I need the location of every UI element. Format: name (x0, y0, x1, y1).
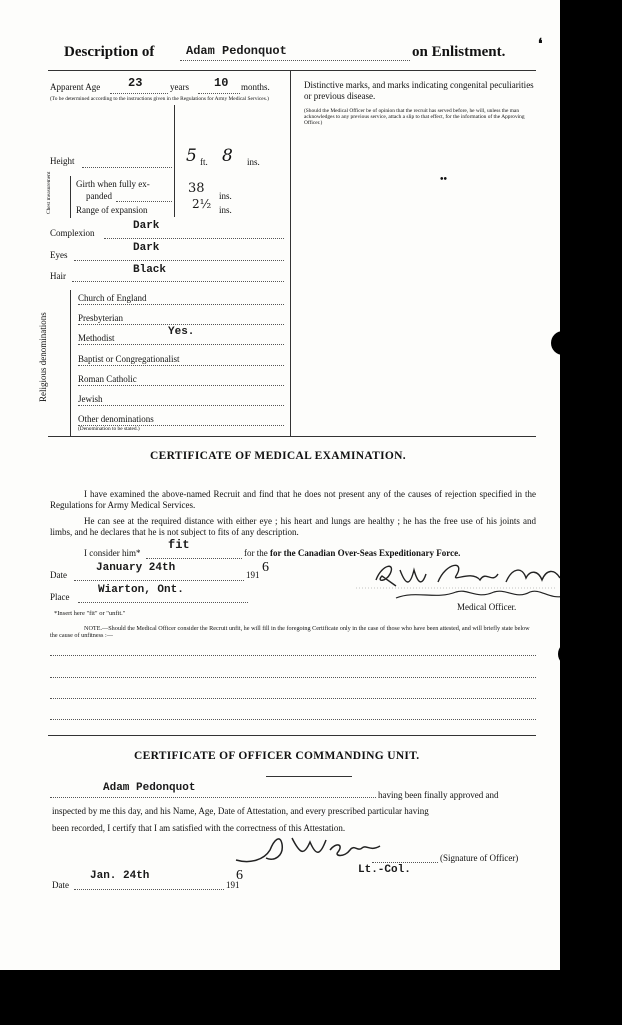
distinctive-note: (Should the Medical Officer be of opinion that the recruit has served before, he will, unless the man acknowledges to any previous service, attach a slip to that effect, for the information of the Approving Officer.) (304, 108, 525, 126)
height-feet: 5 (186, 146, 197, 166)
religion-item-label: Church of England (78, 293, 147, 303)
medical-officer-signature (356, 556, 560, 606)
girth-label-2: panded (86, 191, 112, 201)
insert-note: *Insert here "fit" or "unfit." (54, 610, 126, 617)
commanding-date-value: Jan. 24th (90, 870, 150, 882)
commanding-year-prefix: 191 (226, 880, 240, 890)
religion-item-line (78, 304, 284, 305)
commanding-name: Adam Pedonquot (103, 782, 196, 794)
force-name: for the Canadian Over-Seas Expeditionary Force. (270, 548, 461, 558)
for-label: for the for the Canadian Over-Seas Expeditionary Force. (244, 548, 461, 558)
consider-label: I consider him* (84, 548, 141, 558)
religion-item-label: Baptist or Congregationalist (78, 354, 180, 364)
complexion-label: Complexion (50, 228, 95, 238)
unfit-note: NOTE.—Should the Medical Officer consider the Recruit unfit, he will fill in the foregoing Certificate only in the case of those who have been attested, and will briefly state below the cause of unfitness :— (50, 625, 530, 639)
chest-side-label: Chest measurement (46, 171, 52, 214)
age-years-label: years (170, 82, 189, 92)
commanding-text-1: having been finally approved and (378, 790, 499, 800)
religion-item-label: Presbyterian (78, 313, 123, 323)
complexion-value: Dark (133, 220, 160, 232)
age-months: 10 (214, 76, 229, 90)
medical-heading: CERTIFICATE OF MEDICAL EXAMINATION. (150, 450, 406, 462)
title-suffix: on Enlistment. (412, 44, 506, 60)
commanding-text-3: been recorded, I certify that I am satisfied with the correctness of this Attestation. (52, 823, 346, 833)
hair-label: Hair (50, 271, 66, 281)
height-ins-label: ins. (247, 157, 260, 167)
consider-value: fit (168, 538, 190, 552)
religion-item-line (78, 365, 284, 366)
age-years: 23 (128, 76, 143, 90)
religion-item-label: Methodist (78, 333, 115, 343)
punch-hole-upper (551, 331, 575, 355)
girth-label-1: Girth when fully ex- (76, 179, 150, 189)
girth-ins: ins. (219, 191, 232, 201)
commanding-date-label: Date (52, 880, 69, 890)
section-rule-1 (48, 436, 536, 437)
medical-para-1: I have examined the above-named Recruit and find that he does not present any of the causes of rejection specified in the Regulations for Army Medical Services. (50, 489, 536, 510)
column-divider (290, 70, 291, 436)
religion-item-line (78, 324, 284, 325)
religion-footnote: (Denomination to be stated.) (78, 426, 140, 432)
officer-rank: Lt.-Col. (358, 864, 411, 876)
medical-para-2: He can see at the required distance with either eye ; his heart and lungs are healthy ; he has the free use of his joints and limbs, and he declares that he is not subject to fits of any description. (50, 516, 536, 537)
height-inches: 8 (222, 146, 233, 166)
religion-item-label: Roman Catholic (78, 374, 137, 384)
religion-item-line (78, 385, 284, 386)
place-label: Place (50, 592, 70, 602)
place-value: Wiarton, Ont. (98, 584, 184, 596)
girth-value: 38 (188, 181, 205, 196)
religion-item-label: Other denominations (78, 414, 154, 424)
religion-item-line (78, 344, 284, 345)
age-label: Apparent Age (50, 82, 101, 92)
medical-date-label: Date (50, 570, 67, 580)
religion-item-label: Jewish (78, 394, 103, 404)
medical-date-value: January 24th (96, 562, 176, 574)
expansion-ins: ins. (219, 205, 232, 215)
recruit-name: Adam Pedonquot (186, 44, 287, 58)
title-prefix: Description of (64, 44, 155, 60)
heading-underline (266, 776, 352, 777)
age-months-label: months. (241, 82, 270, 92)
ink-mark: •• (440, 174, 448, 185)
officer-signature-label: (Signature of Officer) (440, 853, 519, 863)
expansion-value: 2½ (192, 197, 212, 211)
medical-year-suffix: 6 (262, 560, 269, 575)
medical-year-prefix: 191 (246, 570, 260, 580)
commanding-year-suffix: 6 (236, 868, 243, 883)
eyes-label: Eyes (50, 250, 68, 260)
hair-value: Black (133, 264, 167, 276)
eyes-value: Dark (133, 242, 160, 254)
religion-item-line (78, 405, 284, 406)
chest-divider (70, 176, 71, 218)
measure-divider (174, 105, 175, 217)
commanding-text-2: inspected by me this day, and his Name, Age, Date of Attestation, and every prescribed particular having (52, 806, 429, 816)
religion-divider (70, 290, 71, 436)
age-note: (To be determined according to the instructions given in the Regulations for Army Medical Services.) (50, 96, 269, 102)
height-label: Height (50, 156, 75, 166)
height-ft-label: ft. (200, 157, 208, 167)
distinctive-heading: Distinctive marks, and marks indicating congenital peculiarities or previous disease. (304, 80, 534, 101)
medical-officer-label: Medical Officer. (457, 602, 517, 612)
expansion-label: Range of expansion (76, 205, 148, 215)
header-rule (48, 70, 536, 71)
section-rule-2 (48, 735, 536, 736)
margin-mark: ❛ (538, 37, 543, 52)
religion-item-value: Yes. (168, 326, 195, 338)
religion-side-label: Religious denominations (38, 312, 48, 402)
punch-hole-lower (558, 642, 582, 666)
commanding-heading: CERTIFICATE OF OFFICER COMMANDING UNIT. (134, 750, 420, 762)
